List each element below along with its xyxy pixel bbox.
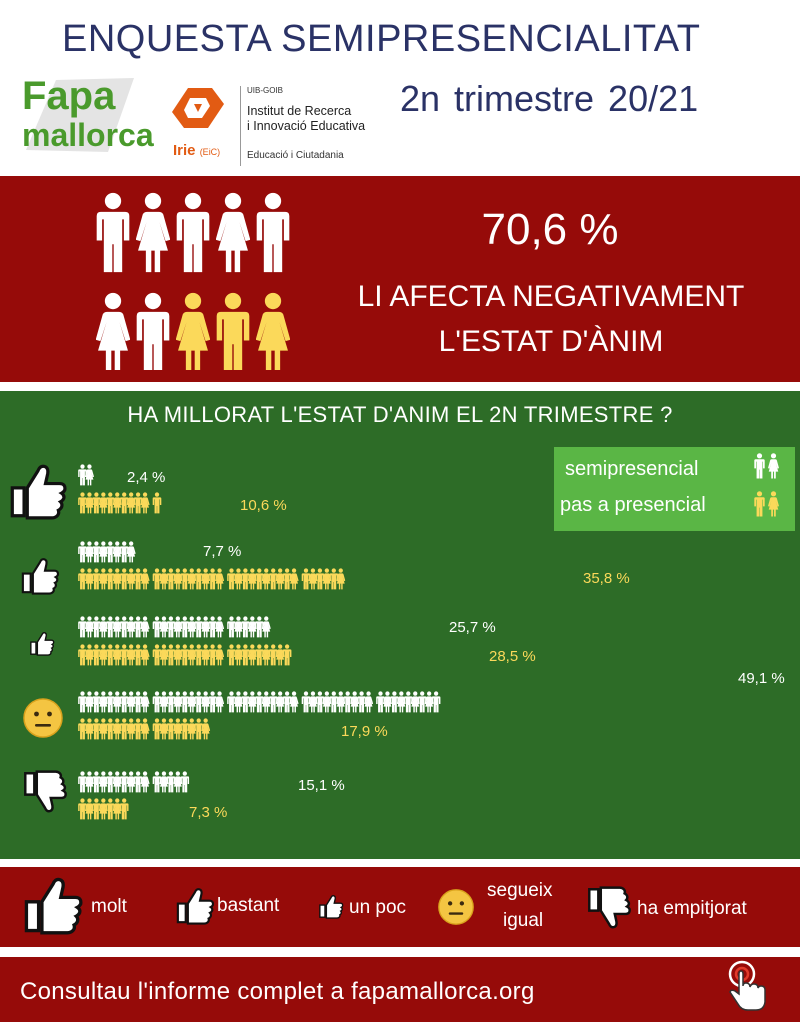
chart-mark-ha-empitjorat-pas-a-presencial-7 xyxy=(120,798,129,819)
banner-person-5 xyxy=(257,193,290,272)
chart-title: HA MILLORAT L'ESTAT D'ANIM EL 2N TRIMESTRE ? xyxy=(127,402,673,427)
chart-mark-un-poc-pas-a-presencial-10 xyxy=(140,644,149,665)
strip-label-ha-empitjorat: ha empitjorat xyxy=(637,898,747,919)
irie-sub: (EiC) xyxy=(199,147,221,157)
negative-percent: 70,6 % xyxy=(481,205,619,254)
chart-mark-segueix-igual-semipresencial-20 xyxy=(215,691,224,712)
strip-label-bastant: bastant xyxy=(217,895,280,916)
irie-logo-icon xyxy=(168,84,228,138)
label-molt-pas-a-presencial: 10,6 % xyxy=(240,497,287,514)
hand-click-icon[interactable] xyxy=(722,960,774,1020)
fapa-logo-word-fapa: Fapa xyxy=(22,74,116,118)
label-segueix-igual-semipresencial: 49,1 % xyxy=(738,670,785,687)
banner-person-1 xyxy=(97,193,130,272)
chart-mark-segueix-igual-semipresencial-49 xyxy=(432,691,441,712)
banner-person-6 xyxy=(96,293,130,370)
negative-text-line-1: LI AFECTA NEGATIVAMENT xyxy=(357,280,745,313)
thumbs-up-medium-icon xyxy=(175,885,215,925)
logo-divider xyxy=(240,86,241,166)
legend-pas-a-presencial: pas a presencial xyxy=(560,494,706,516)
chart-mark-un-poc-pas-a-presencial-20 xyxy=(215,644,224,665)
chart-mark-un-poc-semipresencial-20 xyxy=(215,616,224,637)
banner-person-10 xyxy=(256,293,291,370)
thumbs-up-large-icon xyxy=(22,873,84,935)
chart-mark-un-poc-semipresencial-26 xyxy=(262,616,271,637)
chart-mark-segueix-igual-pas-a-presencial-18 xyxy=(201,718,210,739)
fapa-logo-word-mallorca: mallorca xyxy=(22,117,154,153)
label-ha-empitjorat-semipresencial: 15,1 % xyxy=(298,777,345,794)
banner-person-9 xyxy=(217,293,250,370)
subtitle-period: 2n trimestre 20/21 xyxy=(400,78,699,119)
chart-mark-ha-empitjorat-semipresencial-15 xyxy=(180,771,189,792)
banner-person-8 xyxy=(176,293,211,370)
chart-mark-segueix-igual-semipresencial-10 xyxy=(140,691,149,712)
strip-label-un-poc: un poc xyxy=(349,897,407,918)
chart-mark-un-poc-pas-a-presencial-29 xyxy=(283,644,292,665)
chart-mark-bastant-pas-a-presencial-30 xyxy=(289,568,298,589)
neutral-face-icon xyxy=(437,888,475,926)
chart-mark-un-poc-semipresencial-10 xyxy=(140,616,149,637)
irie-small-text: UIB-GOIB xyxy=(247,86,284,95)
negative-text-line-2: L'ESTAT D'ÀNIM xyxy=(438,325,664,358)
label-un-poc-semipresencial: 25,7 % xyxy=(449,619,496,636)
label-un-poc-pas-a-presencial: 28,5 % xyxy=(489,648,536,665)
label-bastant-semipresencial: 7,7 % xyxy=(203,543,242,560)
label-ha-empitjorat-pas-a-presencial: 7,3 % xyxy=(189,804,228,821)
chart-mark-molt-pas-a-presencial-11 xyxy=(153,492,162,513)
strip-label-segueix: segueix xyxy=(487,880,553,901)
banner-person-2 xyxy=(136,193,171,272)
banner-person-4 xyxy=(216,193,251,272)
banner-person-3 xyxy=(177,193,210,272)
footer-report-link[interactable]: Consultau l'informe complet a fapamallorca.org xyxy=(20,978,535,1005)
irie-word: Irie xyxy=(173,142,196,159)
chart-mark-molt-semipresencial-2 xyxy=(85,464,94,485)
chart-mark-segueix-igual-semipresencial-40 xyxy=(364,691,373,712)
thumbs-up-small-icon xyxy=(318,893,344,919)
label-bastant-pas-a-presencial: 35,8 % xyxy=(583,570,630,587)
chart-mark-molt-pas-a-presencial-10 xyxy=(140,492,149,513)
irie-department: Educació i Ciutadania xyxy=(247,150,344,161)
chart-mark-bastant-pas-a-presencial-20 xyxy=(215,568,224,589)
chart-mark-segueix-igual-pas-a-presencial-10 xyxy=(140,718,149,739)
banner-people-pictogram xyxy=(96,190,306,370)
strip-label-igual: igual xyxy=(503,910,544,931)
label-segueix-igual-pas-a-presencial: 17,9 % xyxy=(341,723,388,740)
chart-mark-bastant-pas-a-presencial-36 xyxy=(336,568,345,589)
chart-pictogram-rows xyxy=(0,391,800,859)
thumbs-down-icon xyxy=(586,886,632,932)
label-molt-semipresencial: 2,4 % xyxy=(127,469,166,486)
legend-semipresencial: semipresencial xyxy=(565,458,699,480)
chart-mark-bastant-semipresencial-8 xyxy=(127,541,136,562)
irie-logo-text xyxy=(173,142,220,159)
banner-person-7 xyxy=(137,293,170,370)
chart-mark-bastant-pas-a-presencial-10 xyxy=(140,568,149,589)
irie-name-line-1: Institut de Recerca xyxy=(247,104,352,118)
chart-mark-segueix-igual-semipresencial-30 xyxy=(289,691,298,712)
main-title: ENQUESTA SEMIPRESENCIALITAT xyxy=(62,18,701,60)
strip-label-molt: molt xyxy=(91,896,127,917)
irie-name-line-2: i Innovació Educativa xyxy=(247,119,366,133)
chart-mark-ha-empitjorat-semipresencial-10 xyxy=(140,771,149,792)
